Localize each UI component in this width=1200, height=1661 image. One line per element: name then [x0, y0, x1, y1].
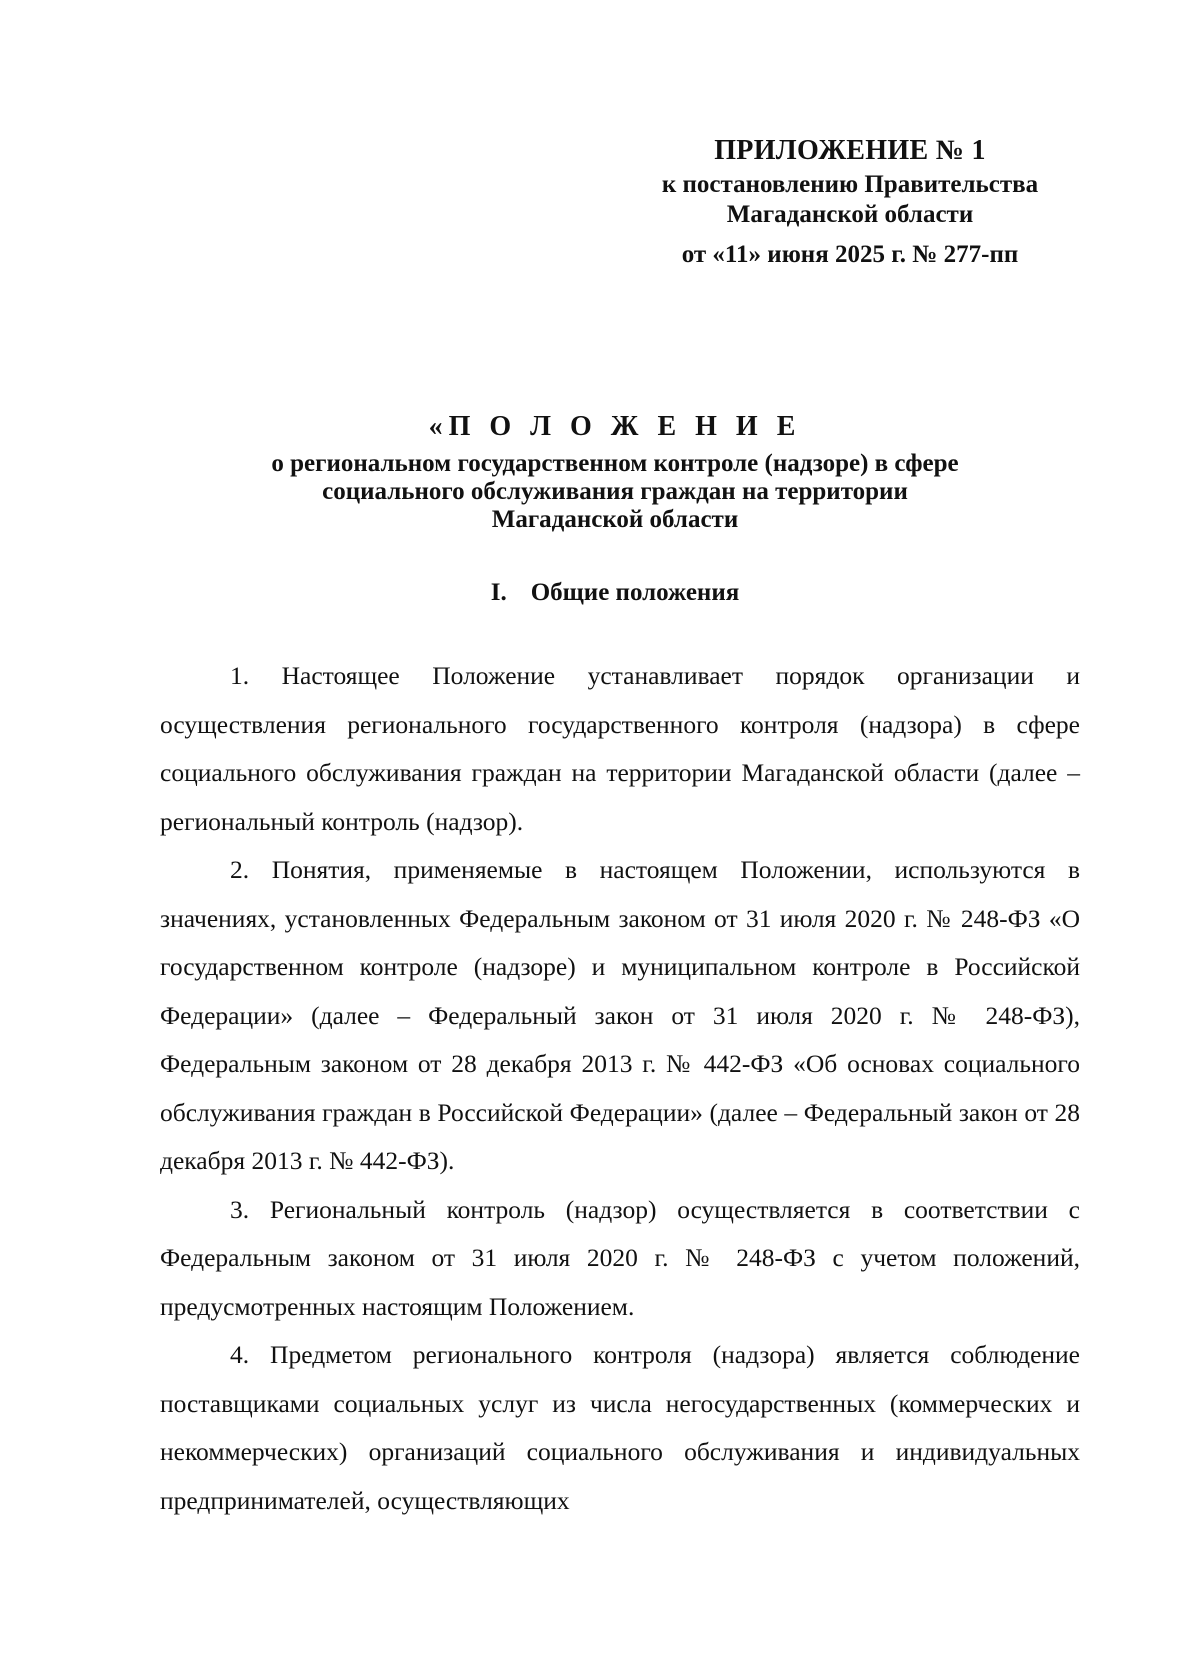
document-title: «П О Л О Ж Е Н И Е	[428, 411, 802, 442]
paragraph-4: 4. Предметом регионального контроля (надзора) является соблюдение поставщиками социальных услуг из числа негосударственных (коммерческих и некоммерческих) организаций социального обслуживания и индивидуальных предпринимателей, осуществляющих	[160, 1340, 1080, 1515]
appendix-line-1: к постановлению Правительства	[661, 171, 1039, 198]
document-subtitle-line-1: о региональном государственном контроле (надзоре) в сфере	[271, 450, 959, 477]
document-subtitle-line-3: Магаданской области	[491, 506, 739, 533]
appendix-date: от «11» июня 2025 г. № 277-пп	[681, 241, 1019, 268]
document-body	[160, 652, 1080, 1525]
document-title-block	[150, 410, 1080, 534]
document-subtitle-line-2: социального обслуживания граждан на территории	[322, 478, 908, 505]
section-title: Общие положения	[530, 579, 740, 606]
section-number: I.	[490, 579, 507, 606]
appendix-line-2: Магаданской области	[726, 201, 974, 228]
section-heading	[150, 578, 1080, 608]
paragraph-1: 1. Настоящее Положение устанавливает порядок организации и осуществления регионального государственного контроля (надзора) в сфере социального обслуживания граждан на территории Магаданской области (далее – региональный контроль (надзор).	[160, 661, 1080, 836]
appendix-header	[630, 134, 1070, 270]
appendix-title: ПРИЛОЖЕНИЕ № 1	[714, 135, 986, 166]
paragraph-2: 2. Понятия, применяемые в настоящем Положении, используются в значениях, установленных Федеральным законом от 31 июля 2020 г. № 248-ФЗ «О государственном контроле (надзоре) и муниципальном контроле в Российской Федерации» (далее – Федеральный закон от 31 июля 2020 г. № 248-ФЗ), Федеральным законом от 28 декабря 2013 г. № 442-ФЗ «Об основах социального обслуживания граждан в Российской Федерации» (далее – Федеральный закон от 28 декабря 2013 г. № 442-ФЗ).	[160, 855, 1080, 1175]
paragraph-3: 3. Региональный контроль (надзор) осуществляется в соответствии с Федеральным законом от 31 июля 2020 г. № 248-ФЗ с учетом положений, предусмотренных настоящим Положением.	[160, 1194, 1080, 1321]
